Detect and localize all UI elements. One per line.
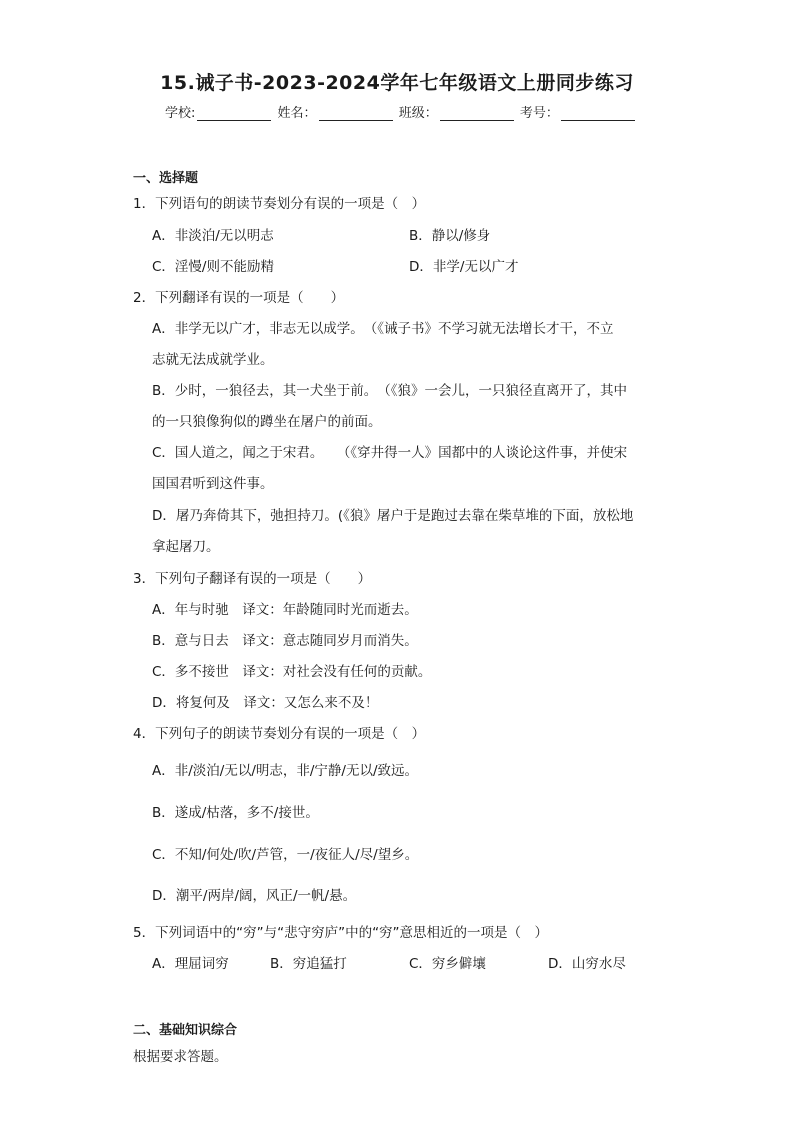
section-2-instruction: 根据要求答题。 — [133, 1049, 228, 1065]
section-heading-basic-knowledge: 二、基础知识综合 — [133, 1023, 238, 1038]
section-heading-choice: 一、选择题 — [133, 171, 199, 186]
question-1-option-d: D．非学/无以广才 — [409, 259, 519, 275]
school-field — [197, 106, 271, 121]
student-info-line — [165, 102, 637, 121]
class-label: 班级： — [398, 106, 438, 121]
question-3-stem: 3．下列句子翻译有误的一项是（ ） — [133, 571, 372, 587]
exam-no-field — [561, 106, 635, 121]
question-4-option-c: C．不知/何处/吹/芦管，一/夜征人/尽/望乡。 — [152, 847, 419, 863]
question-1-option-a: A．非淡泊/无以明志 — [152, 228, 274, 244]
page-title: 15.诫子书-2023-2024学年七年级语文上册同步练习 — [160, 72, 634, 94]
name-field — [319, 106, 393, 121]
question-4-stem: 4．下列句子的朗读节奏划分有误的一项是（ ） — [133, 726, 426, 742]
question-5-option-d: D．山穷水尽 — [548, 956, 626, 972]
question-5-option-c: C．穷乡僻壤 — [409, 956, 486, 972]
question-1-option-b: B．静以/修身 — [409, 228, 491, 244]
question-2-option-c: C．国人道之，闻之于宋君。 （《穿井得一人》国都中的人谈论这件事，并使宋 — [152, 445, 628, 461]
question-3-option-c: C．多不接世 译文：对社会没有任何的贡献。 — [152, 664, 432, 680]
question-4-option-a: A．非/淡泊/无以/明志，非/宁静/无以/致远。 — [152, 763, 419, 779]
school-label: 学校: — [165, 106, 196, 121]
question-2-option-b-cont: 的一只狼像狗似的蹲坐在屠户的前面。 — [152, 414, 382, 430]
question-2-option-c-cont: 国国君听到这件事。 — [152, 476, 274, 492]
class-field — [440, 106, 514, 121]
question-2-stem: 2．下列翻译有误的一项是（ ） — [133, 290, 345, 306]
question-4-option-d: D．潮平/两岸/阔，风正/一帆/悬。 — [152, 888, 357, 904]
question-5-option-a: A．理屈词穷 — [152, 956, 229, 972]
question-4-option-b: B．遂成/枯落，多不/接世。 — [152, 805, 319, 821]
question-5-stem: 5．下列词语中的“穷”与“悲守穷庐”中的“穷”意思相近的一项是（ ） — [133, 925, 549, 941]
question-3-option-d: D．将复何及 译文：又怎么来不及！ — [152, 695, 379, 711]
exam-no-label: 考号： — [519, 106, 559, 121]
question-2-option-d: D．屠乃奔倚其下，弛担持刀。(《狼》屠户于是跑过去靠在柴草堆的下面，放松地 — [152, 508, 634, 524]
question-2-option-a: A．非学无以广才，非志无以成学。 （《诫子书》不学习就无法增长才干，不立 — [152, 321, 614, 337]
question-1-stem: 1．下列语句的朗读节奏划分有误的一项是（ ） — [133, 196, 426, 212]
question-1-option-c: C．淫慢/则不能励精 — [152, 259, 274, 275]
name-label: 姓名： — [277, 106, 317, 121]
question-3-option-a: A．年与时驰 译文：年龄随同时光而逝去。 — [152, 602, 418, 618]
question-2-option-a-cont: 志就无法成就学业。 — [152, 352, 274, 368]
question-2-option-d-cont: 拿起屠刀。 — [152, 539, 220, 555]
question-3-option-b: B．意与日去 译文：意志随同岁月而消失。 — [152, 633, 418, 649]
question-2-option-b: B．少时，一狼径去，其一犬坐于前。 （《狼》一会儿，一只狼径直离开了，其中 — [152, 383, 628, 399]
question-5-option-b: B．穷追猛打 — [270, 956, 347, 972]
